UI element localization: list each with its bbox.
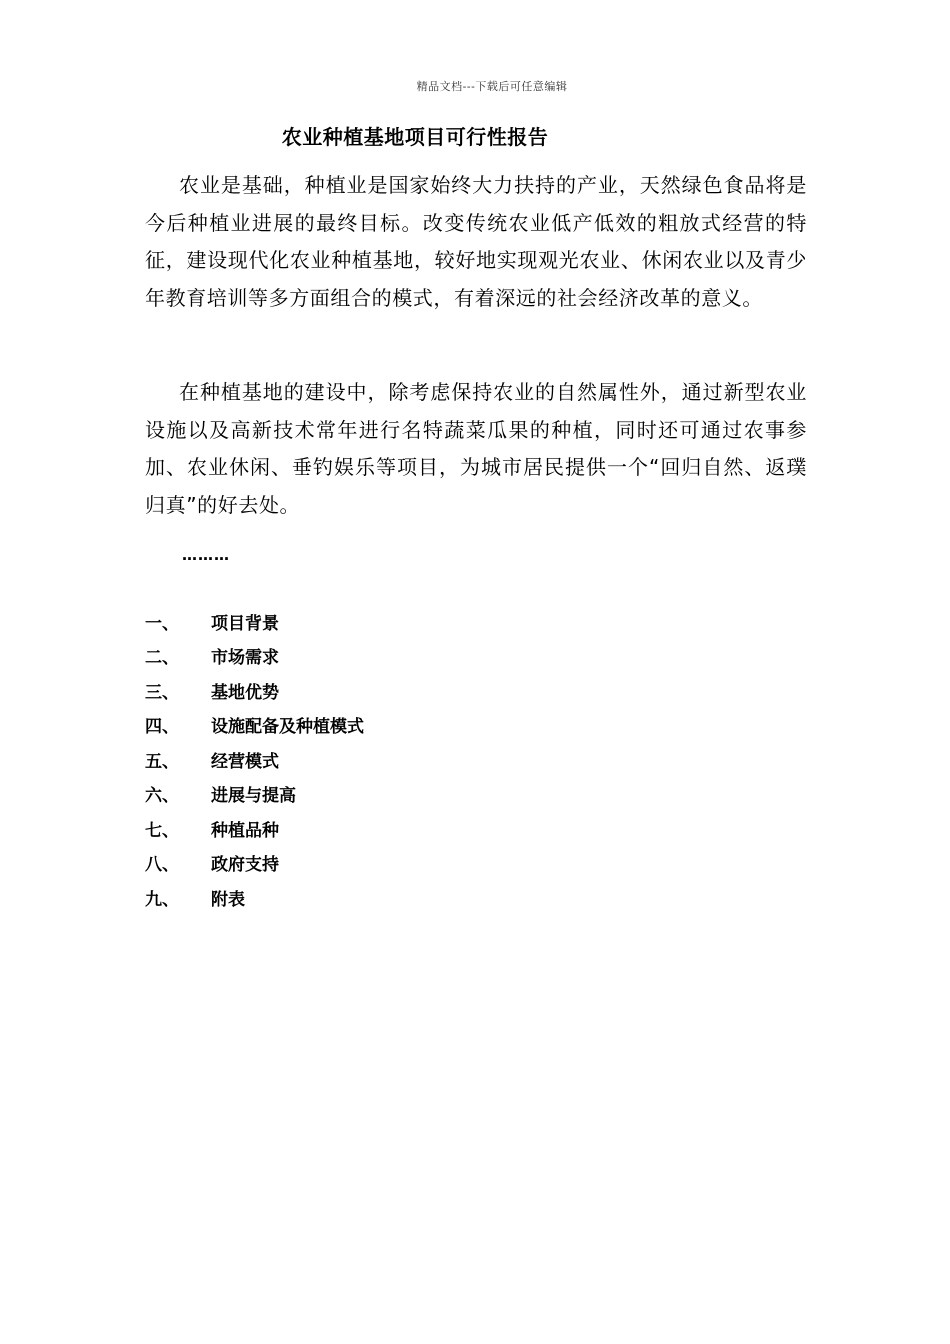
- toc-number: 四、: [145, 717, 179, 738]
- toc-number: 二、: [145, 648, 179, 669]
- toc-label: 项目背景: [211, 613, 279, 634]
- toc-number: 六、: [145, 786, 179, 807]
- toc-item: [145, 811, 364, 846]
- toc-label: 种植品种: [211, 820, 279, 841]
- toc-number: 三、: [145, 682, 179, 703]
- toc-item: [145, 742, 364, 777]
- toc-number: 七、: [145, 820, 179, 841]
- toc-label: 附表: [211, 889, 245, 910]
- toc-number: 九、: [145, 889, 179, 910]
- toc-label: 政府支持: [211, 855, 279, 876]
- construction-paragraph: 在种植基地的建设中，除考虑保持农业的自然属性外，通过新型农业设施以及高新技术常年进行名特蔬菜瓜果的种植，同时还可通过农事参加、农业休闲、垂钓娱乐等项目，为城市居民提供一个“回归自然、返璞归真”的好去处。: [145, 380, 807, 517]
- toc-item: [145, 777, 364, 812]
- table-of-contents: [145, 604, 364, 915]
- toc-number: 一、: [145, 613, 179, 634]
- toc-number: 五、: [145, 751, 179, 772]
- toc-item: [145, 639, 364, 674]
- toc-item: [145, 880, 364, 915]
- toc-label: 市场需求: [211, 648, 279, 669]
- document-title: 农业种植基地项目可行性报告: [281, 125, 549, 149]
- toc-item: [145, 708, 364, 743]
- toc-label: 进展与提高: [211, 786, 296, 807]
- toc-item: [145, 604, 364, 639]
- header-note: 精品文档---下载后可任意编辑: [416, 80, 568, 93]
- toc-item: [145, 846, 364, 881]
- toc-item: [145, 673, 364, 708]
- ellipsis: ………: [182, 546, 230, 564]
- toc-label: 设施配备及种植模式: [211, 717, 364, 738]
- toc-label: 经营模式: [211, 751, 279, 772]
- toc-number: 八、: [145, 855, 179, 876]
- intro-paragraph: 农业是基础，种植业是国家始终大力扶持的产业，天然绿色食品将是今后种植业进展的最终目标。改变传统农业低产低效的粗放式经营的特征，建设现代化农业种植基地，较好地实现观光农业、休闲农业以及青少年教育培训等多方面组合的模式，有着深远的社会经济改革的意义。: [145, 173, 807, 310]
- toc-label: 基地优势: [211, 682, 279, 703]
